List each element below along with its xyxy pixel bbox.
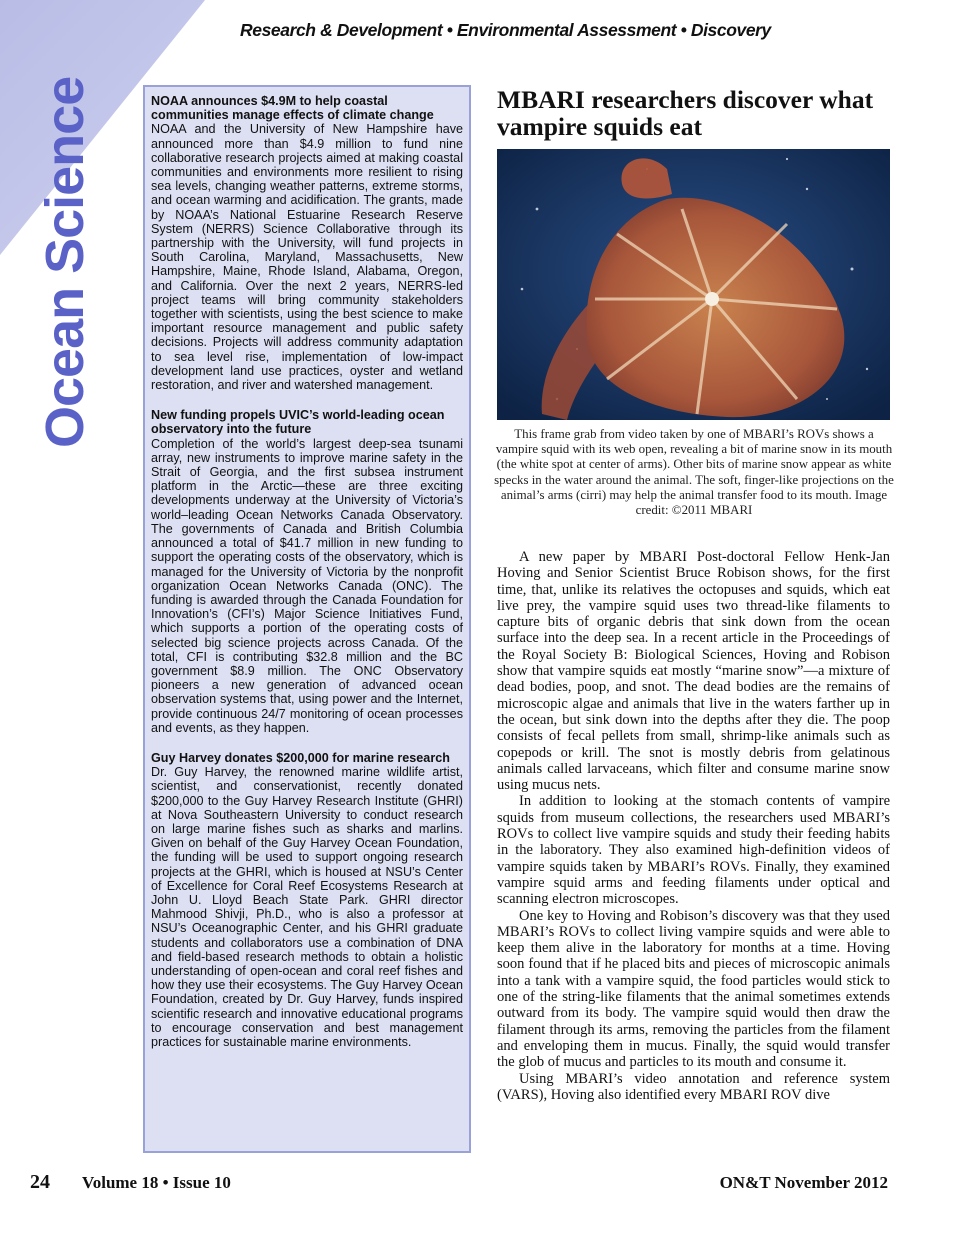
running-header: Research & Development • Environmental Assessment • Discovery xyxy=(240,20,771,40)
brief-uvic xyxy=(151,408,463,735)
issue-label: Volume 18 • Issue 10 xyxy=(82,1173,231,1192)
article-paragraph: A new paper by MBARI Post-doctoral Fellow Henk-Jan Hoving and Senior Scientist Bruce Robison shows, for the first time, that, unlike its relatives the octopuses and squids, which eat live prey, the vampire squid uses two thread-like filaments to capture bits of organic debris that sink down from the ocean surface into the deep sea. In a recent article in the Proceedings of the Royal Society B: Biological Sciences, Hoving and Robison show that vampire squids eat mostly “marine snow”—a mixture of dead bodies, poop, and snot. The dead bodies are the remains of microscopic algae and animals that live in the waters farther up in the ocean, but sink down into the depths after they die. The poop consists of fecal pellets from small, shrimp-like animals such as copepods or krill. The snot is mostly debris from gelatinous animals called larvaceans, which filter and consume marine snow using mucus nets. xyxy=(497,549,890,794)
page-number: 24 xyxy=(30,1171,50,1193)
brief-guy-harvey xyxy=(151,751,463,1049)
article-paragraph: Using MBARI’s video annotation and reference system (VARS), Hoving also identified every MBARI ROV dive xyxy=(497,1070,890,1103)
brief-body: NOAA and the University of New Hampshire have announced more than $4.9 million to fund nine collaborative research projects aimed at making coastal communities and environments more resilient to rising sea levels, changing weather patterns, extreme storms, and ocean warming and acidification. The grants, made by NOAA’s National Estuarine Research Reserve System (NERRS) Science Collaborative through its partnership with the University, will fund projects in South Carolina, Maryland, Massachusetts, New Hampshire, Maine, Rhode Island, Alabama, Oregon, and California. Over the next 2 years, NERRS-led project teams will bring community stakeholders together with scientists, using the best science to make important resource management and public safety decisions. Projects will address community adaptation to sea level rise, implementation of low-impact development land use practices, oyster and wetland restoration, and river and watershed management. xyxy=(151,122,463,393)
brief-body: Dr. Guy Harvey, the renowned marine wildlife artist, scientist, and conservationist, recently donated $200,000 to the Guy Harvey Research Institute (GHRI) at Nova Southeastern University to conduct research on large marine fishes such as sharks and marlins. Given on behalf of the Guy Harvey Ocean Foundation, the funding will be used to support ongoing research projects at the GHRI, which is housed at NSU’s Center of Excellence for Coral Reef Ecosystems Research at John U. Lloyd Beach State Park. GHRI director Mahmood Shivji, Ph.D., who is also a professor at NSU’s Oceanographic Center, and his GHRI graduate students and collaborators use a combination of DNA and field-based research methods to obtain a holistic understanding of open-ocean and coral reef fishes and how they use their ecosystems. The Guy Harvey Ocean Foundation, created by Dr. Guy Harvey, funds inspired scientific research and innovative educational programs to encourage conservation and best management practices for sustainable marine environments. xyxy=(151,765,463,1049)
brief-title: New funding propels UVIC’s world-leading ocean observatory into the future xyxy=(151,408,445,437)
section-label: Ocean Science xyxy=(35,76,95,448)
vampire-squid-photo xyxy=(497,149,890,420)
photo-caption: This frame grab from video taken by one of MBARI’s ROVs shows a vampire squid with its web open, revealing a bit of marine snow in its mouth (the white spot at center of arms). Other bits of marine snow appear as white specks in the water around the animal. The soft, finger-like projections on the animal’s arms (cirri) may help the animal transfer food to its mouth. Image credit: ©2011 MBARI xyxy=(494,427,894,518)
article-title: MBARI researchers discover what vampire squids eat xyxy=(497,85,874,141)
brief-noaa xyxy=(151,94,463,392)
article-paragraph: In addition to looking at the stomach contents of vampire squids from museum collections, the researchers used MBARI’s ROVs to collect live vampire squids and study their feeding habits in the laboratory. They also examined high-definition videos of vampire squids taken by MBARI’s ROVs. Finally, they examined vampire squid arms and feeding filaments under optical and scanning electron microscopes. xyxy=(497,793,890,908)
publication-date: ON&T November 2012 xyxy=(719,1173,888,1192)
vampire-squid-illustration xyxy=(497,149,890,420)
brief-body: Completion of the world’s largest deep-sea tsunami array, new instruments to improve marine safety in the Strait of Georgia, and the first subsea instrument platform in the Arctic—these are three exciting developments underway at the University of Victoria’s world–leading Ocean Networks Canada Observatory. The governments of Canada and British Columbia announced a total of $41.7 million in new funding to support the operating costs of the observatory, which is managed for the University of Victoria by the nonprofit organization Ocean Networks Canada (ONC). The funding is awarded through the Canada Foundation for Innovation’s (CFI’s) Major Science Initiatives Fund, which supports a portion of the operating costs of selected big science projects across Canada. Of the total, CFI is contributing $32.8 million and the BC government $8.9 million. The ONC Observatory pioneers a new generation of advanced ocean observation systems that, using power and the Internet, provide continuous 24/7 monitoring of ocean processes and events, as they happen. xyxy=(151,436,463,735)
brief-title: Guy Harvey donates $200,000 for marine research xyxy=(151,750,450,765)
brief-title: NOAA announces $4.9M to help coastal communities manage effects of climate change xyxy=(151,94,434,123)
news-briefs-sidebar xyxy=(143,85,471,1153)
article-body xyxy=(497,549,890,1103)
article-paragraph: One key to Hoving and Robison’s discovery was that they used MBARI’s ROVs to collect living vampire squids and were able to keep them alive in the laboratory for months at a time. Hoving soon found that if he placed bits and pieces of microscopic animals into a tank with a vampire squid, the food particles would stick to one of the string-like filaments that the animal sometimes extends outward from its body. The vampire squid would then draw the filament through its arms, removing the particles from the filament and enveloping them in mucus. Finally, the squid would transfer the glob of mucus and particles to its mouth and consume it. xyxy=(497,907,890,1071)
